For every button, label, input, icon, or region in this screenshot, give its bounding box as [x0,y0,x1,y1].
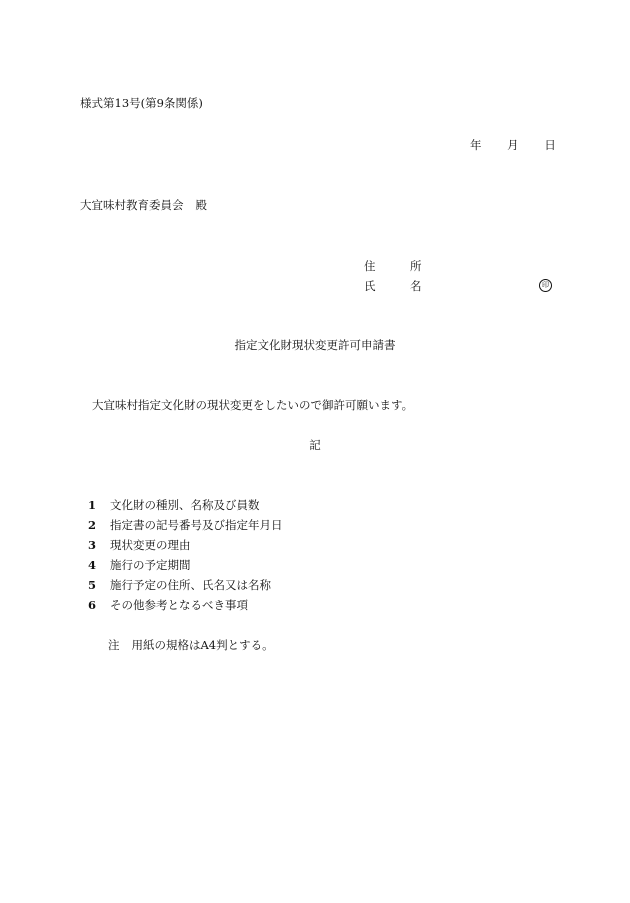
item-number: 4 [88,558,97,572]
addressee-honorific: 殿 [195,198,207,212]
address-label-second: 所 [410,259,422,273]
seal-mark-icon: 印 [539,279,552,292]
item-number: 5 [88,578,97,592]
name-label-first: 氏 [364,279,376,293]
list-item [88,518,283,538]
document-title: 指定文化財現状変更許可申請書 [234,338,396,352]
item-number: 3 [88,538,97,552]
list-item [88,558,283,578]
item-text: 施行予定の住所、氏名又は名称 [110,578,271,592]
form-number: 様式第13号(第9条関係) [80,96,203,110]
list-item [88,538,283,558]
list-item [88,598,283,618]
address-label-first: 住 [364,259,376,273]
item-list [88,498,283,618]
item-text: その他参考となるべき事項 [110,598,248,612]
address-row [364,259,552,279]
item-text: 施行の予定期間 [110,558,191,572]
name-row [364,279,552,299]
body-text: 大宜味村指定文化財の現状変更をしたいので御許可願います。 [92,398,414,412]
item-text: 指定書の記号番号及び指定年月日 [110,518,283,532]
note-text: 用紙の規格はA4判とする。 [131,638,274,652]
applicant-block [364,259,552,299]
item-number: 1 [88,498,97,512]
addressee-name: 大宜味村教育委員会 [80,198,184,212]
list-item [88,578,283,598]
name-label-second: 名 [410,279,422,293]
note-label: 注 [108,638,120,652]
list-item [88,498,283,518]
date-month-label: 月 [507,138,519,152]
item-number: 6 [88,598,97,612]
date-line [470,138,556,152]
item-number: 2 [88,518,97,532]
ki-heading: 記 [309,438,321,452]
date-day-label: 日 [544,138,556,152]
footnote [108,638,274,652]
item-text: 現状変更の理由 [110,538,191,552]
item-text: 文化財の種別、名称及び員数 [110,498,260,512]
date-year-label: 年 [470,138,482,152]
addressee [80,198,207,212]
